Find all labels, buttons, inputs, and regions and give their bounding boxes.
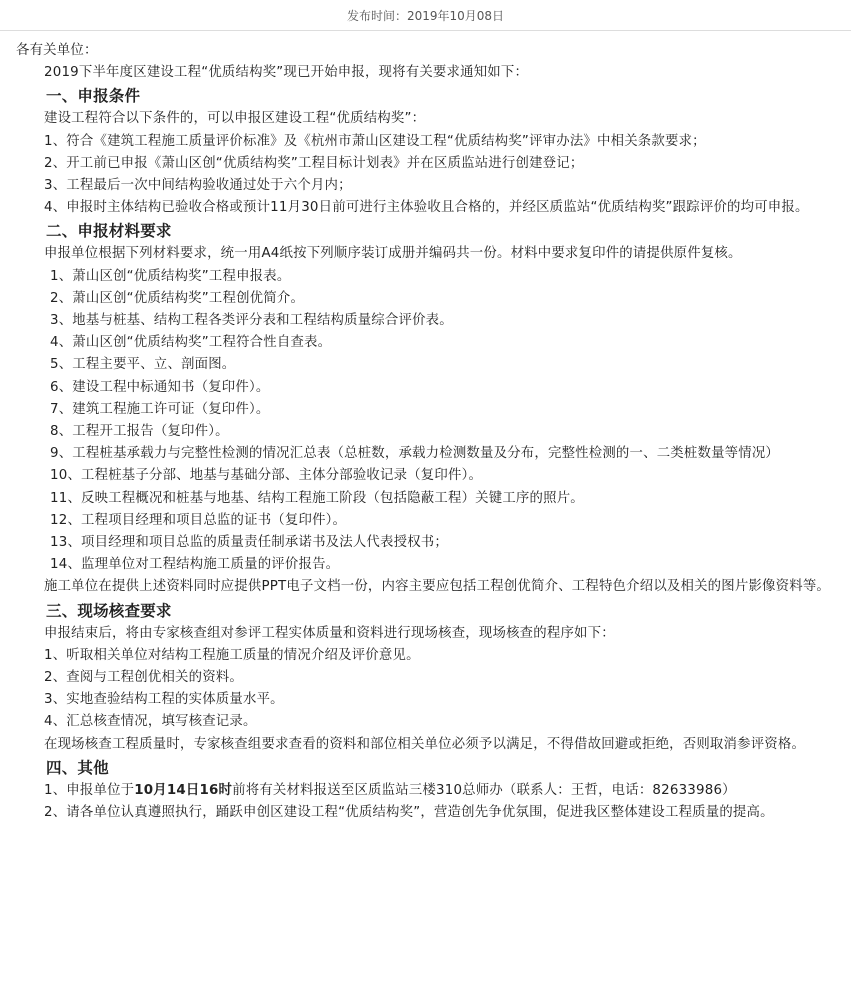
list-item: 9、工程桩基承载力与完整性检测的情况汇总表（总桩数，承载力检测数量及分布，完整性检测的一、二类桩数量等情况） xyxy=(50,446,780,462)
list-item: 3、实地查验结构工程的实体质量水平。 xyxy=(44,692,284,708)
section-3-lead: 申报结束后，将由专家核查组对参评工程实体质量和资料进行现场核查，现场核查的程序如下： xyxy=(44,625,615,641)
list-item: 13、项目经理和项目总监的质量责任制承诺书及法人代表授权书； xyxy=(50,535,448,551)
list-item: 12、工程项目经理和项目总监的证书（复印件）。 xyxy=(50,512,347,528)
intro-paragraph: 2019下半年度区建设工程“优质结构奖”现已开始申报，现将有关要求通知如下： xyxy=(44,65,529,81)
list-item: 5、工程主要平、立、剖面图。 xyxy=(50,357,236,373)
list-item: 1、听取相关单位对结构工程施工质量的情况介绍及评价意见。 xyxy=(44,647,420,663)
list-item: 8、工程开工报告（复印件）。 xyxy=(50,424,229,440)
section-1-lead: 建设工程符合以下条件的，可以申报区建设工程“优质结构奖”： xyxy=(44,111,426,127)
list-item: 7、建筑工程施工许可证（复印件）。 xyxy=(50,401,270,417)
salutation: 各有关单位： xyxy=(16,43,98,58)
item-text: 1、申报单位于 xyxy=(44,782,135,798)
list-item: 2、萧山区创“优质结构奖”工程创优简介。 xyxy=(50,290,305,306)
section-2-heading: 二、申报材料要求 xyxy=(46,222,172,241)
section-2-lead: 申报单位根据下列材料要求，统一用A4纸按下列顺序装订成册并编码共一份。材料中要求复印件的请提供原件复核。 xyxy=(44,246,742,262)
section-1-heading: 一、申报条件 xyxy=(46,87,141,106)
list-item: 1、萧山区创“优质结构奖”工程申报表。 xyxy=(50,268,291,284)
list-item: 4、汇总核查情况，填写核查记录。 xyxy=(44,714,257,730)
list-item: 1、符合《建筑工程施工质量评价标准》及《杭州市萧山区建设工程“优质结构奖”评审办法》中相关条款要求； xyxy=(44,133,706,149)
list-item: 2、开工前已申报《萧山区创“优质结构奖”工程目标计划表》并在区质监站进行创建登记； xyxy=(44,155,584,171)
list-item: 3、工程最后一次中间结构验收通过处于六个月内； xyxy=(44,178,352,194)
list-item: 10、工程桩基子分部、地基与基础分部、主体分部验收记录（复印件）。 xyxy=(50,468,483,484)
list-item: 2、请各单位认真遵照执行，踊跃申创区建设工程“优质结构奖”，营造创先争优氛围，促进我区整体建设工程质量的提高。 xyxy=(44,805,774,821)
list-item: 14、监理单位对工程结构施工质量的评价报告。 xyxy=(50,557,340,573)
header-divider xyxy=(0,30,851,31)
publish-label: 发布时间： xyxy=(346,9,407,23)
list-item: 4、萧山区创“优质结构奖”工程符合性自查表。 xyxy=(50,335,332,351)
list-item: 2、查阅与工程创优相关的资料。 xyxy=(44,670,243,686)
item-text: 前将有关材料报送至区质监站三楼310总师办（联系人：王哲，电话：82633986） xyxy=(232,782,736,798)
publish-date-line xyxy=(0,0,851,31)
publish-date: 2019年10月08日 xyxy=(406,9,505,23)
deadline-text: 10月14日16时 xyxy=(134,782,233,798)
section-3-closing: 在现场核查工程质量时，专家核查组要求查看的资料和部位相关单位必须予以满足，不得借故回避或拒绝，否则取消参评资格。 xyxy=(44,736,806,752)
notice-body xyxy=(14,40,844,824)
list-item: 11、反映工程概况和桩基与地基、结构工程施工阶段（包括隐蔽工程）关键工序的照片。 xyxy=(50,490,584,506)
list-item: 4、申报时主体结构已验收合格或预计11月30日前可进行主体验收且合格的，并经区质监站“优质结构奖”跟踪评价的均可申报。 xyxy=(44,200,809,216)
list-item: 3、地基与桩基、结构工程各类评分表和工程结构质量综合评价表。 xyxy=(50,313,453,329)
section-2-closing: 施工单位在提供上述资料同时应提供PPT电子文档一份，内容主要应包括工程创优简介、工程特色介绍以及相关的图片影像资料等。 xyxy=(44,579,830,595)
section-3-heading: 三、现场核查要求 xyxy=(46,601,172,620)
list-item xyxy=(14,780,844,802)
list-item: 6、建设工程中标通知书（复印件）。 xyxy=(50,379,270,395)
section-4-heading: 四、其他 xyxy=(46,758,109,777)
